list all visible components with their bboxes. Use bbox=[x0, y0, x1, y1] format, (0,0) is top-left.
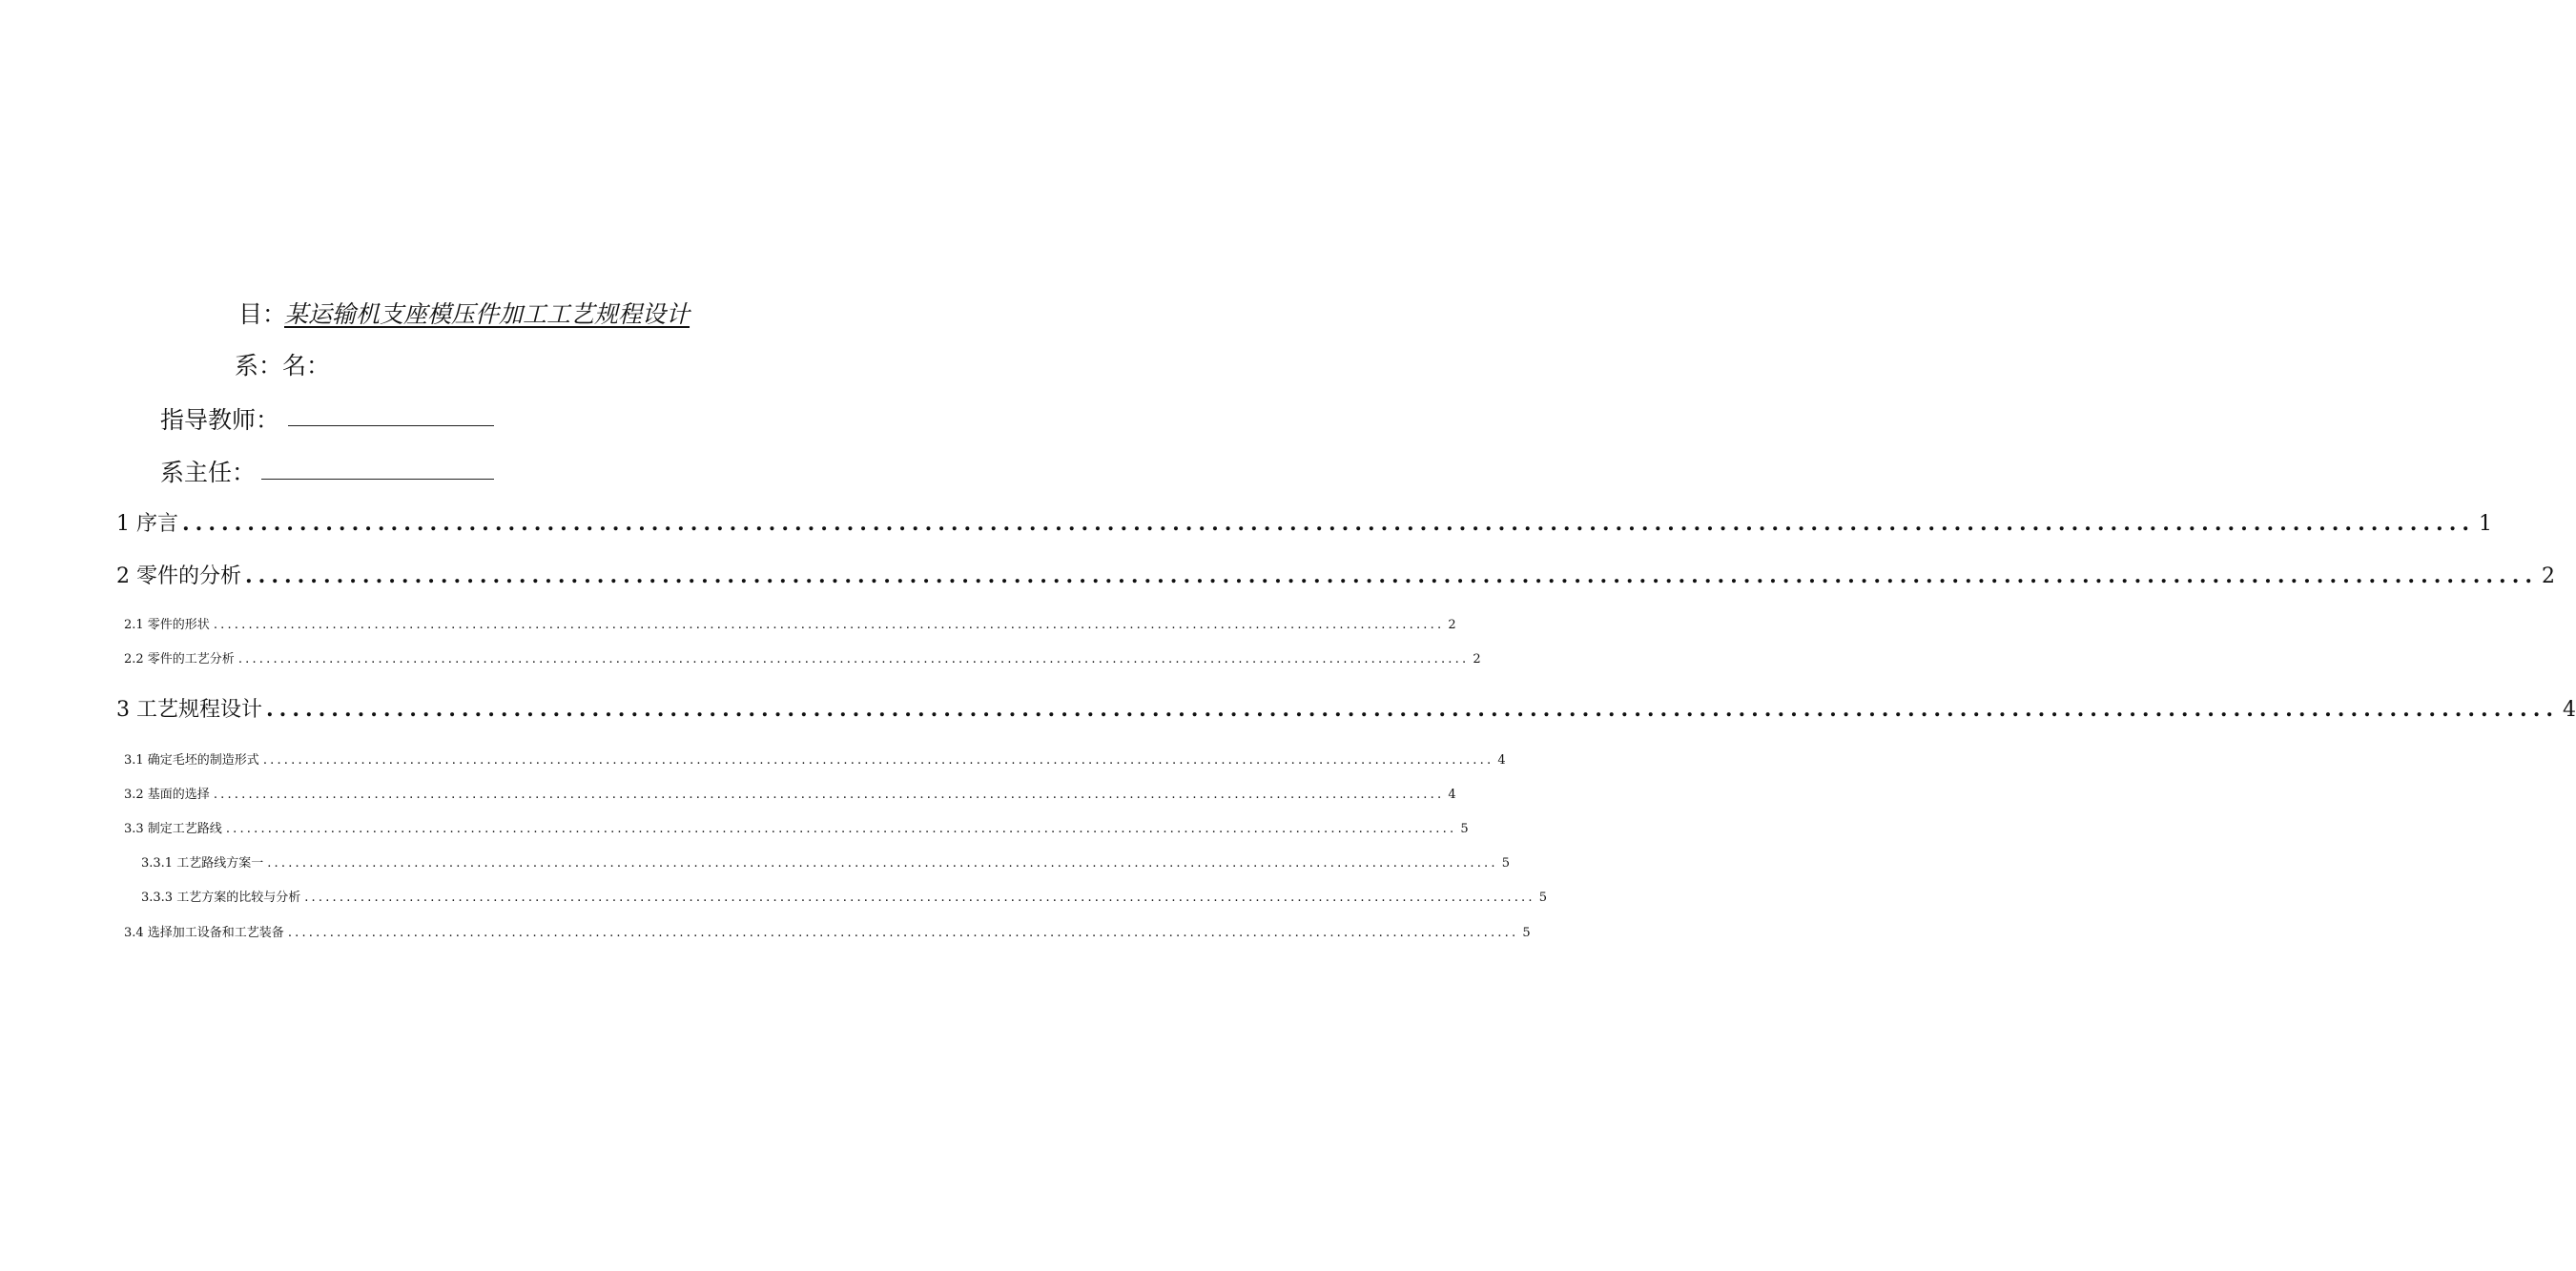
toc-page-number: 5 bbox=[1538, 891, 1547, 905]
toc-page-number: 4 bbox=[1448, 788, 1456, 802]
toc-leader-dots: ................................................................................................................................................................................ bbox=[304, 891, 1535, 905]
department-label: 系：名： bbox=[235, 352, 331, 379]
toc-entry-3-3[interactable] bbox=[124, 818, 1469, 836]
advisor-label: 指导教师： bbox=[160, 406, 280, 434]
toc-entry-label: 2.1 零件的形状 bbox=[124, 618, 210, 632]
toc-leader-dots: ................................................................................................................................................................................ bbox=[237, 652, 1470, 666]
toc-entry-3-3-3[interactable] bbox=[141, 887, 1547, 905]
toc-entry-label: 3.3.3 工艺方案的比较与分析 bbox=[141, 891, 301, 905]
toc-leader-dots: ................................................................................................................................................................................ bbox=[267, 856, 1498, 871]
toc-entry-label: 3 工艺规程设计 bbox=[116, 698, 262, 722]
toc-leader-dots: ................................................................................................................................................................................ bbox=[262, 753, 1494, 768]
toc-entry-2[interactable] bbox=[116, 560, 2556, 589]
toc-leader-dots: ................................................................................................................................................................................ bbox=[266, 697, 2560, 722]
toc-entry-2-2[interactable] bbox=[124, 648, 1481, 666]
toc-entry-1[interactable] bbox=[116, 507, 2493, 537]
toc-entry-3-1[interactable] bbox=[124, 749, 1506, 768]
toc-entry-3[interactable] bbox=[116, 693, 2576, 723]
toc-leader-dots: ................................................................................................................................................................................ bbox=[287, 926, 1519, 940]
toc-leader-dots: ................................................................................................................................................................................ bbox=[213, 788, 1445, 802]
toc-page-number: 5 bbox=[1460, 822, 1469, 836]
toc-page-number: 4 bbox=[1497, 753, 1506, 768]
toc-entry-label: 3.2 基面的选择 bbox=[124, 788, 210, 802]
toc-entry-label: 2.2 零件的工艺分析 bbox=[124, 652, 235, 666]
toc-entry-2-1[interactable] bbox=[124, 614, 1456, 632]
toc-leader-dots: ................................................................................................................................................................................ bbox=[225, 822, 1457, 836]
toc-entry-label: 3.1 确定毛坯的制造形式 bbox=[124, 753, 259, 768]
thesis-title: 某运输机支座模压件加工工艺规程设计 bbox=[284, 300, 690, 328]
toc-page-number: 1 bbox=[2479, 512, 2493, 536]
toc-leader-dots: ................................................................................................................................................................................ bbox=[245, 564, 2539, 588]
toc-entry-3-2[interactable] bbox=[124, 784, 1456, 802]
toc-entry-3-4[interactable] bbox=[124, 922, 1531, 940]
toc-entry-3-3-1[interactable] bbox=[141, 852, 1510, 871]
department-head-blank-line bbox=[261, 458, 494, 480]
department-head-label: 系主任： bbox=[160, 459, 257, 486]
toc-leader-dots: ................................................................................................................................................................................ bbox=[213, 618, 1445, 632]
toc-page-number: 2 bbox=[1448, 618, 1456, 632]
advisor-blank-line bbox=[288, 404, 494, 426]
toc-page-number: 5 bbox=[1522, 926, 1531, 940]
toc-leader-dots: ................................................................................................................................................................................ bbox=[182, 511, 2476, 536]
toc-entry-label: 3.3.1 工艺路线方案一 bbox=[141, 856, 264, 871]
toc-entry-label: 3.4 选择加工设备和工艺装备 bbox=[124, 926, 284, 940]
toc-entry-label: 2 零件的分析 bbox=[116, 564, 241, 588]
toc-entry-label: 3.3 制定工艺路线 bbox=[124, 822, 222, 836]
toc-entry-label: 1 序言 bbox=[116, 512, 178, 536]
toc-page-number: 2 bbox=[1473, 652, 1481, 666]
toc-page-number: 2 bbox=[2542, 564, 2556, 588]
toc-page-number: 4 bbox=[2563, 698, 2576, 722]
title-label: 目： bbox=[238, 300, 287, 328]
toc-page-number: 5 bbox=[1501, 856, 1510, 871]
